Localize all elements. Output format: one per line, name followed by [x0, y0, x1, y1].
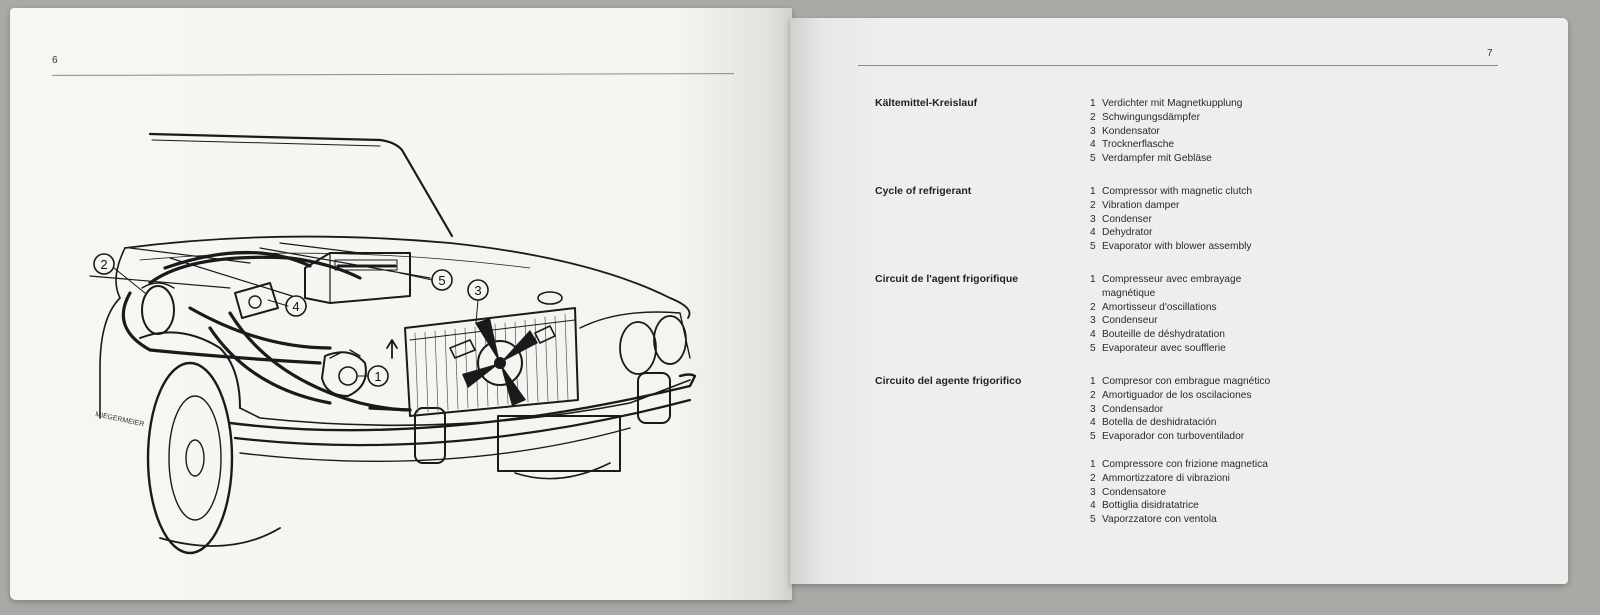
- list-item: [1090, 226, 1252, 240]
- item-text-line: Kondensator: [1102, 125, 1160, 137]
- item-number: 5: [1090, 431, 1096, 443]
- list-item: [1090, 138, 1242, 152]
- item-number: 2: [1090, 389, 1096, 401]
- item-number: 5: [1090, 241, 1096, 253]
- section-title: Cycle of refrigerant: [875, 185, 972, 197]
- item-text: [1102, 430, 1244, 444]
- list-item: [1090, 472, 1268, 486]
- item-text: [1102, 513, 1217, 527]
- item-number: 3: [1090, 213, 1096, 225]
- list-item: [1090, 314, 1241, 328]
- item-number: 5: [1090, 342, 1096, 354]
- item-text-line: Evaporador con turboventilador: [1102, 431, 1245, 443]
- item-text-line: Schwingungsdämpfer: [1102, 111, 1200, 123]
- item-text-line: Vaporzzatore con ventola: [1102, 514, 1217, 526]
- left-page: [10, 8, 792, 600]
- item-text: [1102, 152, 1212, 166]
- item-number: 4: [1090, 227, 1096, 239]
- component-list: [1090, 185, 1252, 254]
- item-text: [1102, 97, 1242, 111]
- item-text: [1102, 240, 1251, 254]
- vibration-damper-graphic: [142, 283, 174, 334]
- list-item: [1090, 486, 1268, 500]
- item-number: 2: [1090, 301, 1096, 313]
- item-text: [1102, 389, 1252, 403]
- list-item: [1090, 403, 1270, 417]
- item-text-line: Bottiglia disidratatrice: [1102, 500, 1199, 512]
- list-item: [1090, 389, 1270, 403]
- item-text-line: Compresor con embrague magnético: [1102, 376, 1271, 387]
- item-text: [1102, 125, 1160, 139]
- item-text-line: Condenser: [1102, 213, 1152, 225]
- item-text: [1102, 499, 1199, 513]
- list-item: [1090, 213, 1252, 227]
- item-text: [1102, 472, 1230, 486]
- item-number: 2: [1090, 111, 1096, 123]
- item-text: [1102, 138, 1174, 152]
- item-text-line: Bouteille de déshydratation: [1102, 329, 1225, 341]
- item-text: [1102, 416, 1216, 430]
- item-text: [1102, 185, 1252, 199]
- section-title: Circuit de l'agent frigorifique: [875, 273, 1019, 285]
- list-item: [1090, 111, 1242, 125]
- item-number: 3: [1090, 403, 1096, 415]
- item-text-line: Ammortizzatore di vibrazioni: [1102, 472, 1230, 484]
- item-number: 1: [1090, 376, 1096, 387]
- item-number: 1: [1090, 274, 1096, 285]
- list-item: [1090, 185, 1252, 199]
- compressor-graphic: [322, 350, 366, 396]
- component-list: [1090, 97, 1242, 166]
- left-header-rule: [52, 73, 734, 76]
- svg-text:MIEGERMEIER: MIEGERMEIER: [94, 411, 145, 429]
- item-text-line: Dehydrator: [1102, 227, 1153, 239]
- list-item: [1090, 240, 1252, 254]
- item-text-line: Condensador: [1102, 403, 1164, 415]
- item-text: [1102, 328, 1225, 342]
- item-text: [1102, 486, 1166, 500]
- item-text-line: Condenseur: [1102, 315, 1158, 327]
- item-text-line: Verdampfer mit Gebläse: [1102, 153, 1212, 165]
- list-item: [1090, 430, 1270, 444]
- item-text-line: Compresseur avec embrayage: [1102, 274, 1242, 285]
- right-page-number: 7: [1487, 48, 1493, 59]
- list-item: [1090, 513, 1268, 527]
- item-number: 4: [1090, 139, 1096, 151]
- list-item: [1090, 499, 1268, 513]
- callout-4: 4: [292, 299, 300, 314]
- item-text-line: Vibration damper: [1102, 199, 1180, 211]
- item-text-line: Trocknerflasche: [1102, 139, 1175, 151]
- item-number: 2: [1090, 472, 1096, 484]
- item-text: [1102, 273, 1241, 301]
- fan-graphic: [450, 318, 555, 406]
- section-title: Circuito del agente frigorifico: [875, 375, 1022, 387]
- item-number: 4: [1090, 500, 1096, 512]
- component-list: [1090, 375, 1270, 444]
- callout-3: 3: [474, 283, 482, 298]
- list-item: [1090, 342, 1241, 356]
- item-text-line: Verdichter mit Magnetkupplung: [1102, 98, 1243, 109]
- item-number: 1: [1090, 459, 1096, 470]
- item-text-line: Amortiguador de los oscilaciones: [1102, 389, 1252, 401]
- item-number: 4: [1090, 417, 1096, 429]
- item-number: 3: [1090, 125, 1096, 137]
- item-text: [1102, 403, 1163, 417]
- item-text: [1102, 111, 1200, 125]
- item-text-line: Evaporateur avec soufflerie: [1102, 342, 1226, 354]
- list-item: [1090, 375, 1270, 389]
- item-number: 3: [1090, 486, 1096, 498]
- list-item: [1090, 416, 1270, 430]
- list-item: [1090, 199, 1252, 213]
- component-list: [1090, 273, 1241, 356]
- item-number: 3: [1090, 315, 1096, 327]
- item-text-line: Compressore con frizione magnetica: [1102, 459, 1268, 470]
- callout-1: 1: [374, 369, 382, 384]
- list-item: [1090, 301, 1241, 315]
- list-item: [1090, 458, 1268, 472]
- item-text-continuation: magnétique: [1102, 287, 1156, 299]
- component-list: [1090, 458, 1268, 527]
- item-text-line: Compressor with magnetic clutch: [1102, 186, 1253, 197]
- callout-5: 5: [438, 273, 446, 288]
- item-text: [1102, 301, 1217, 315]
- item-text: [1102, 314, 1158, 328]
- item-text: [1102, 458, 1268, 472]
- item-text-line: Amortisseur d'oscillations: [1102, 301, 1217, 313]
- right-page: [790, 18, 1568, 584]
- dehydrator-graphic: [235, 283, 278, 318]
- item-text-line: Evaporator with blower assembly: [1102, 241, 1252, 253]
- callout-2: 2: [100, 257, 108, 272]
- item-text-line: Botella de deshidratación: [1102, 417, 1217, 429]
- section-title: Kältemittel-Kreislauf: [875, 97, 978, 109]
- item-text: [1102, 213, 1152, 227]
- item-text-line: Condensatore: [1102, 486, 1167, 498]
- item-text: [1102, 199, 1179, 213]
- item-text: [1102, 226, 1152, 240]
- list-item: [1090, 273, 1241, 301]
- list-item: [1090, 152, 1242, 166]
- item-text: [1102, 342, 1226, 356]
- right-header-rule: [858, 65, 1498, 66]
- list-item: [1090, 125, 1242, 139]
- item-number: 4: [1090, 329, 1096, 341]
- list-item: [1090, 328, 1241, 342]
- item-number: 1: [1090, 186, 1096, 197]
- item-number: 1: [1090, 98, 1096, 109]
- car-ac-system-illustration: [30, 118, 730, 568]
- list-item: [1090, 97, 1242, 111]
- item-number: 2: [1090, 199, 1096, 211]
- item-number: 5: [1090, 153, 1096, 165]
- left-page-number: 6: [52, 55, 58, 66]
- item-number: 5: [1090, 514, 1096, 526]
- item-text: [1102, 375, 1270, 389]
